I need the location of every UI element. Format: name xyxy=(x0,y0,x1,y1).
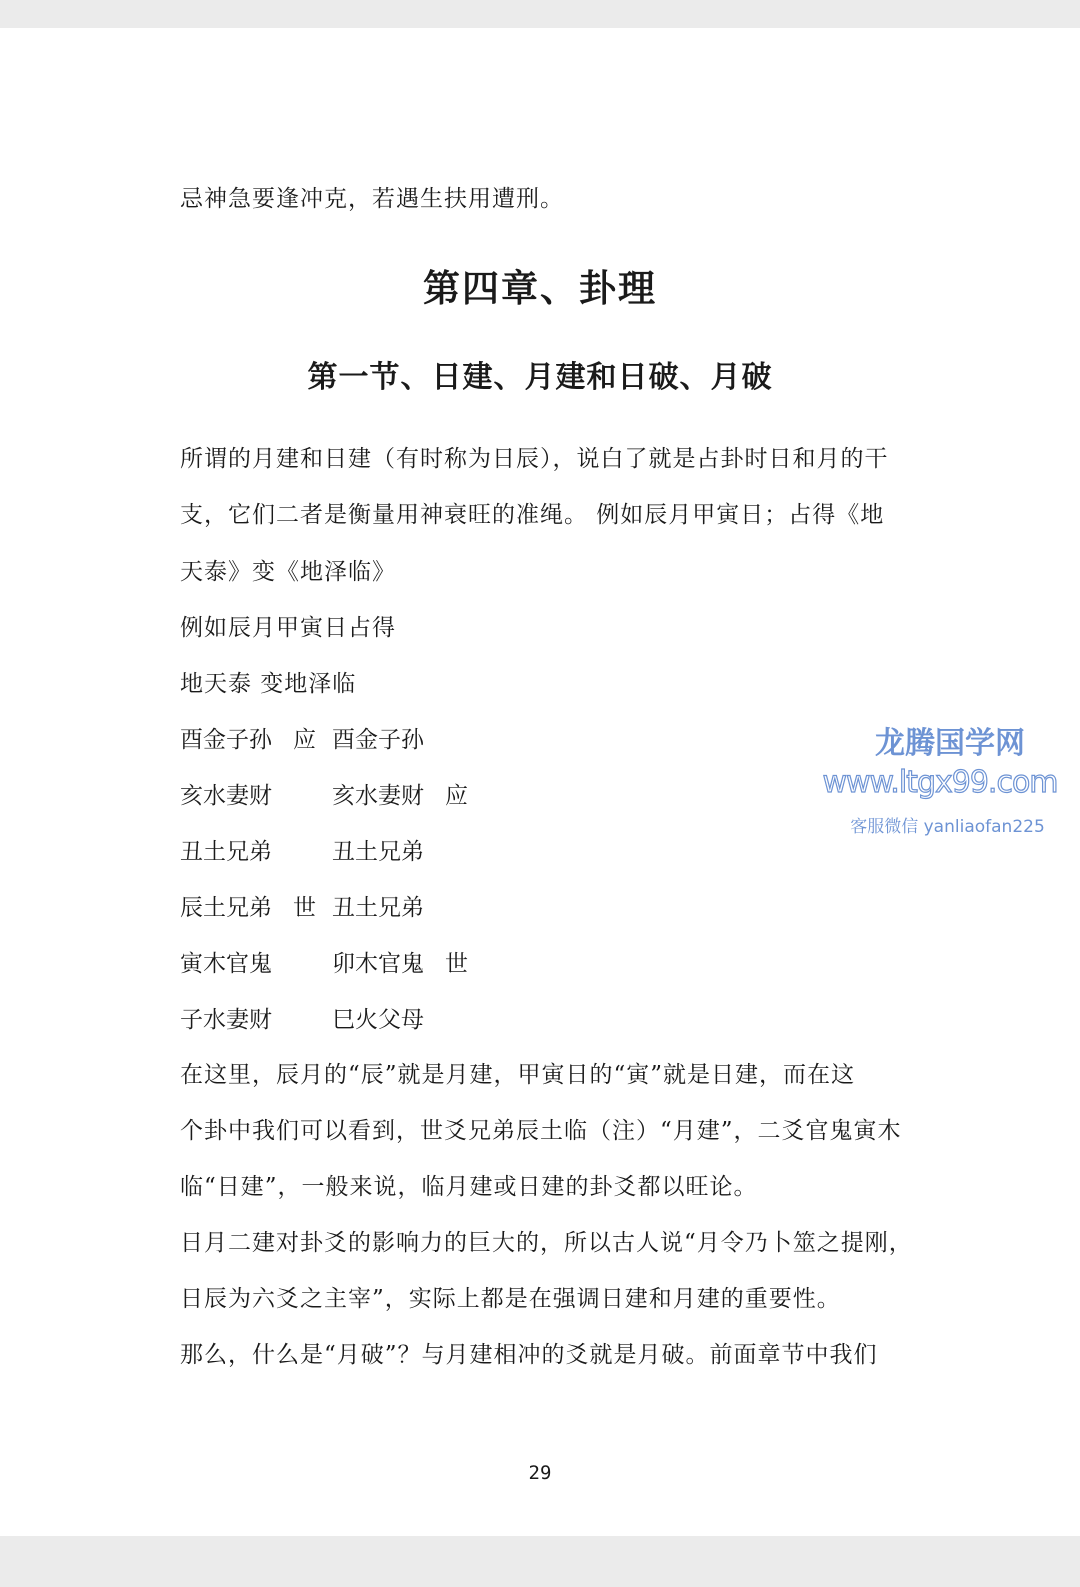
intro-line: 忌神急要逢冲克，若遇生扶用遭刑。 xyxy=(180,186,564,212)
paragraph-line: 临“日建”，一般来说，临月建或日建的卦爻都以旺论。 xyxy=(180,1174,758,1200)
watermark-title: 龙腾国学网 xyxy=(875,726,1025,761)
paragraph-line: 那么，什么是“月破”？与月建相冲的爻就是月破。前面章节中我们 xyxy=(180,1342,878,1368)
section-title: 第一节、日建、月建和日破、月破 xyxy=(307,360,773,395)
left-line: 亥水妻财 xyxy=(180,783,272,809)
paragraph-line: 个卦中我们可以看到，世爻兄弟辰土临（注）“月建”，二爻官鬼寅木 xyxy=(180,1118,902,1144)
example-intro: 例如辰月甲寅日占得 xyxy=(180,615,396,641)
watermark-contact: 客服微信 yanliaofan225 xyxy=(850,817,1045,837)
left-mark: 应 xyxy=(293,727,316,753)
left-line: 辰土兄弟 xyxy=(180,895,272,921)
right-line: 丑土兄弟 xyxy=(332,839,424,865)
right-line: 巳火父母 xyxy=(332,1007,424,1033)
right-mark: 应 xyxy=(445,783,468,809)
left-line: 子水妻财 xyxy=(180,1007,272,1033)
chapter-title: 第四章、卦理 xyxy=(423,266,657,310)
paragraph-line: 支，它们二者是衡量用神衰旺的准绳。 例如辰月甲寅日；占得《地 xyxy=(180,502,885,528)
paragraph-line: 日月二建对卦爻的影响力的巨大的，所以古人说“月令乃卜筮之提刚， xyxy=(180,1230,913,1256)
right-line: 亥水妻财 xyxy=(332,783,424,809)
right-line: 酉金子孙 xyxy=(332,727,424,753)
hexagram-header: 地天泰 变地泽临 xyxy=(180,671,357,697)
left-line: 酉金子孙 xyxy=(180,727,272,753)
page-number: 29 xyxy=(528,1462,552,1484)
paragraph-line: 所谓的月建和日建（有时称为日辰），说白了就是占卦时日和月的干 xyxy=(180,446,889,472)
right-line: 卯木官鬼 xyxy=(332,951,424,977)
paragraph-line: 在这里，辰月的“辰”就是月建，甲寅日的“寅”就是日建，而在这 xyxy=(180,1062,856,1088)
left-line: 寅木官鬼 xyxy=(180,951,272,977)
left-mark: 世 xyxy=(293,895,316,921)
watermark-url: www.ltgx99.com xyxy=(822,765,1058,800)
paragraph-line: 日辰为六爻之主宰”，实际上都是在强调日建和月建的重要性。 xyxy=(180,1286,841,1312)
right-mark: 世 xyxy=(445,951,468,977)
paragraph-line: 天泰》变《地泽临》 xyxy=(180,559,396,585)
right-line: 丑土兄弟 xyxy=(332,895,424,921)
left-line: 丑土兄弟 xyxy=(180,839,272,865)
